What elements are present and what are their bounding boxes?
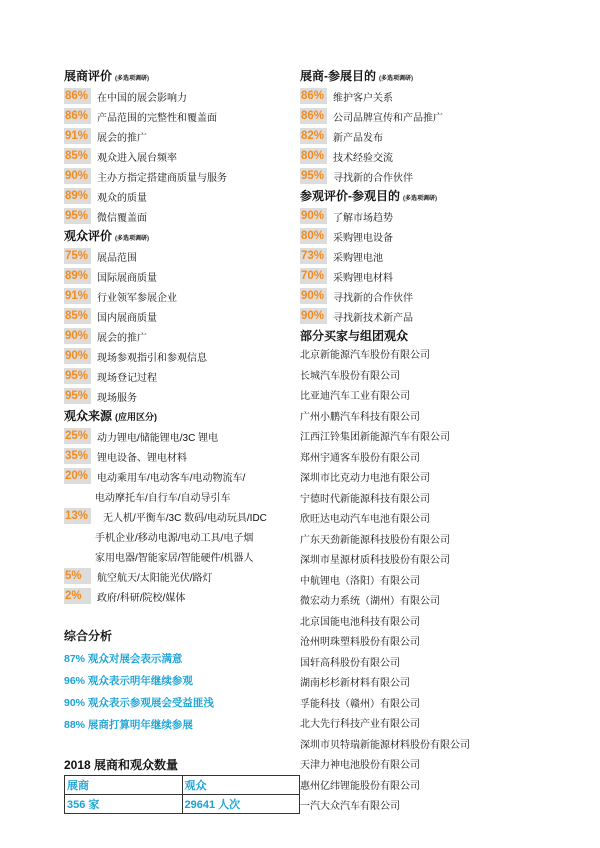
percent-badge: 90% bbox=[64, 328, 91, 344]
exhibitor-purpose-label: 维护客户关系 bbox=[333, 92, 393, 104]
percent-badge: 25% bbox=[64, 428, 91, 444]
visitor-purpose-row bbox=[300, 246, 590, 266]
percent-badge: 91% bbox=[64, 128, 91, 144]
exhibitor-eval-row bbox=[64, 206, 294, 226]
visitor-purpose-list bbox=[300, 206, 590, 326]
exhibitor-purpose-label: 技术经验交流 bbox=[333, 152, 393, 164]
percent-badge: 80% bbox=[300, 228, 327, 244]
analysis-list bbox=[64, 648, 304, 736]
buyer-company: 孚能科技（赣州）有限公司 bbox=[300, 698, 420, 710]
percent-badge bbox=[64, 488, 85, 504]
stats-section bbox=[64, 755, 300, 814]
exhibitor-eval-row bbox=[64, 126, 294, 146]
buyer-company: 长城汽车股份有限公司 bbox=[300, 370, 400, 382]
buyer-company: 惠州亿纬锂能股份有限公司 bbox=[300, 780, 420, 792]
visitor-source-label: 电动摩托车/自行车/自动导引车 bbox=[95, 492, 231, 504]
visitor-source-label: 政府/科研/院校/媒体 bbox=[97, 592, 186, 604]
visitor-source-row bbox=[64, 426, 294, 446]
visitor-source-label: 手机企业/移动电源/电动工具/电子烟 bbox=[95, 532, 254, 544]
analysis-item: 96% 观众表示明年继续参观 bbox=[64, 675, 193, 687]
exhibitor-eval-label: 主办方指定搭建商质量与服务 bbox=[97, 172, 227, 184]
visitor-purpose-row bbox=[300, 286, 590, 306]
stats-header-exhibitors: 展商 bbox=[65, 776, 183, 795]
visitor-purpose-label: 采购锂电材料 bbox=[333, 272, 393, 284]
percent-badge: 73% bbox=[300, 248, 327, 264]
exhibitor-eval-list bbox=[64, 86, 294, 226]
exhibitor-purpose-row bbox=[300, 86, 590, 106]
visitor-source-row bbox=[64, 546, 294, 566]
exhibitor-eval-label: 在中国的展会影响力 bbox=[97, 92, 187, 104]
exhibitor-purpose-heading: 展商-参展目的 (多选项调研) bbox=[300, 69, 413, 83]
visitor-purpose-heading: 参观评价-参观目的 (多选项调研) bbox=[300, 189, 437, 203]
analysis-heading: 综合分析 bbox=[64, 629, 113, 643]
analysis-item: 87% 观众对展会表示满意 bbox=[64, 653, 183, 665]
stats-heading: 2018 展商和观众数量 bbox=[64, 758, 179, 772]
exhibitor-eval-row bbox=[64, 166, 294, 186]
exhibitor-purpose-row bbox=[300, 106, 590, 126]
exhibitor-eval-row bbox=[64, 106, 294, 126]
exhibitor-purpose-row bbox=[300, 146, 590, 166]
percent-badge: 86% bbox=[64, 108, 91, 124]
percent-badge: 95% bbox=[64, 208, 91, 224]
percent-badge: 20% bbox=[64, 468, 91, 484]
stats-table bbox=[64, 775, 300, 814]
visitor-eval-list bbox=[64, 246, 294, 406]
exhibitor-purpose-row bbox=[300, 166, 590, 186]
percent-badge: 86% bbox=[300, 88, 327, 104]
buyer-company: 北京新能源汽车股份有限公司 bbox=[300, 350, 430, 361]
percent-badge: 90% bbox=[300, 308, 327, 324]
visitor-eval-label: 行业领军参展企业 bbox=[97, 292, 177, 304]
buyer-company: 微宏动力系统（湖州）有限公司 bbox=[300, 596, 440, 607]
visitor-source-row bbox=[64, 486, 294, 506]
percent-badge: 89% bbox=[64, 268, 91, 284]
visitor-source-label: 无人机/平衡车/3C 数码/电动玩具/IDC bbox=[103, 512, 267, 524]
exhibitor-purpose-list bbox=[300, 86, 590, 186]
buyer-company: 国轩高科股份有限公司 bbox=[300, 657, 400, 669]
percent-badge: 75% bbox=[64, 248, 91, 264]
percent-badge: 90% bbox=[64, 348, 91, 364]
buyer-company: 北大先行科技产业有限公司 bbox=[300, 719, 420, 730]
visitor-eval-label: 现场服务 bbox=[97, 392, 137, 404]
visitor-eval-label: 展会的推广 bbox=[97, 332, 147, 344]
visitor-eval-label: 国内展商质量 bbox=[97, 312, 157, 324]
analysis-item: 90% 观众表示参观展会受益匪浅 bbox=[64, 697, 214, 709]
buyer-company: 广东天劲新能源科技股份有限公司 bbox=[300, 534, 450, 546]
percent-badge: 13% bbox=[64, 508, 91, 524]
exhibitor-eval-row bbox=[64, 186, 294, 206]
buyer-company: 深圳市星源材质科技股份有限公司 bbox=[300, 555, 450, 566]
visitor-eval-row bbox=[64, 306, 294, 326]
buyer-company: 比亚迪汽车工业有限公司 bbox=[300, 391, 410, 402]
visitor-source-label: 锂电设备、锂电材料 bbox=[97, 452, 187, 464]
buyer-company: 欣旺达电动汽车电池有限公司 bbox=[300, 514, 430, 525]
percent-badge: 85% bbox=[64, 148, 91, 164]
visitor-eval-row bbox=[64, 386, 294, 406]
exhibitor-purpose-label: 新产品发布 bbox=[333, 132, 383, 144]
visitor-eval-row bbox=[64, 286, 294, 306]
buyer-company: 天津力神电池股份有限公司 bbox=[300, 760, 420, 771]
visitor-source-row bbox=[64, 586, 294, 606]
visitor-source-row bbox=[64, 506, 294, 526]
visitor-source-label: 航空航天/太阳能光伏/路灯 bbox=[97, 572, 213, 584]
exhibitor-eval-label: 观众进入展台频率 bbox=[97, 152, 177, 164]
buyer-company: 沧州明珠塑料股份有限公司 bbox=[300, 637, 420, 648]
buyer-company: 广州小鹏汽车科技有限公司 bbox=[300, 411, 420, 423]
visitor-eval-row bbox=[64, 326, 294, 346]
buyer-company: 深圳市贝特瑞新能源材料股份有限公司 bbox=[300, 739, 470, 751]
percent-badge: 91% bbox=[64, 288, 91, 304]
percent-badge: 86% bbox=[300, 108, 327, 124]
percent-badge: 89% bbox=[64, 188, 91, 204]
exhibitor-eval-label: 展会的推广 bbox=[97, 132, 147, 144]
visitor-purpose-row bbox=[300, 206, 590, 226]
visitor-purpose-label: 寻找新的合作伙伴 bbox=[333, 292, 413, 304]
visitor-eval-label: 国际展商质量 bbox=[97, 272, 157, 284]
visitor-purpose-label: 采购锂电池 bbox=[333, 252, 383, 264]
visitor-source-row bbox=[64, 526, 294, 546]
visitor-purpose-label: 寻找新技术新产品 bbox=[333, 312, 413, 324]
percent-badge: 2% bbox=[64, 588, 91, 604]
buyers-list bbox=[300, 346, 590, 818]
buyer-company: 江西江铃集团新能源汽车有限公司 bbox=[300, 432, 450, 443]
buyer-company: 中航锂电（洛阳）有限公司 bbox=[300, 575, 420, 587]
buyer-company: 北京国能电池科技有限公司 bbox=[300, 616, 420, 628]
visitor-source-label: 电动乘用车/电动客车/电动物流车/ bbox=[97, 472, 246, 484]
visitor-eval-label: 现场登记过程 bbox=[97, 372, 157, 384]
visitor-purpose-row bbox=[300, 226, 590, 246]
exhibitor-purpose-label: 寻找新的合作伙伴 bbox=[333, 172, 413, 184]
visitor-purpose-label: 了解市场趋势 bbox=[333, 212, 393, 224]
percent-badge: 5% bbox=[64, 568, 91, 584]
exhibitor-eval-row bbox=[64, 146, 294, 166]
buyer-company: 郑州宇通客车股份有限公司 bbox=[300, 452, 420, 464]
percent-badge bbox=[64, 548, 85, 564]
visitor-purpose-row bbox=[300, 266, 590, 286]
buyers-heading: 部分买家与组团观众 bbox=[300, 329, 409, 343]
exhibitor-eval-label: 微信覆盖面 bbox=[97, 212, 147, 224]
percent-badge: 95% bbox=[64, 368, 91, 384]
exhibitor-purpose-label: 公司品牌宣传和产品推广 bbox=[333, 112, 443, 124]
exhibitor-purpose-row bbox=[300, 126, 590, 146]
stats-header-row bbox=[65, 776, 300, 795]
percent-badge: 90% bbox=[300, 208, 327, 224]
stats-header-visitors: 观众 bbox=[182, 776, 300, 795]
visitor-eval-row bbox=[64, 246, 294, 266]
analysis-section bbox=[64, 626, 304, 736]
analysis-item: 88% 展商打算明年继续参展 bbox=[64, 719, 193, 731]
percent-badge: 95% bbox=[64, 388, 91, 404]
visitor-source-heading: 观众来源 (应用区分) bbox=[64, 409, 158, 423]
percent-badge bbox=[64, 528, 85, 544]
visitor-source-row bbox=[64, 566, 294, 586]
percent-badge: 35% bbox=[64, 448, 91, 464]
percent-badge: 80% bbox=[300, 148, 327, 164]
percent-badge: 95% bbox=[300, 168, 327, 184]
percent-badge: 85% bbox=[64, 308, 91, 324]
exhibitor-eval-heading: 展商评价 (多选项调研) bbox=[64, 69, 150, 83]
visitor-eval-row bbox=[64, 266, 294, 286]
visitor-purpose-label: 采购锂电设备 bbox=[333, 232, 393, 244]
visitor-eval-label: 现场参观指引和参观信息 bbox=[97, 352, 207, 364]
visitor-source-label: 动力锂电/储能锂电/3C 锂电 bbox=[97, 432, 219, 444]
exhibitor-eval-label: 观众的质量 bbox=[97, 192, 147, 204]
left-column bbox=[64, 66, 294, 606]
percent-badge: 70% bbox=[300, 268, 327, 284]
visitor-eval-row bbox=[64, 366, 294, 386]
visitor-eval-row bbox=[64, 346, 294, 366]
exhibitor-eval-label: 产品范围的完整性和覆盖面 bbox=[97, 112, 217, 124]
visitor-source-label: 家用电器/智能家居/智能硬件/机器人 bbox=[95, 552, 254, 564]
stats-value-exhibitors: 356 家 bbox=[65, 795, 183, 814]
right-column bbox=[300, 66, 590, 818]
stats-value-visitors: 29641 人次 bbox=[182, 795, 300, 814]
buyer-company: 宁德时代新能源科技有限公司 bbox=[300, 493, 430, 505]
buyer-company: 深圳市比克动力电池有限公司 bbox=[300, 473, 430, 484]
exhibitor-eval-row bbox=[64, 86, 294, 106]
buyer-company: 一汽大众汽车有限公司 bbox=[300, 801, 400, 812]
visitor-source-row bbox=[64, 466, 294, 486]
percent-badge: 90% bbox=[300, 288, 327, 304]
visitor-eval-heading: 观众评价 (多选项调研) bbox=[64, 229, 150, 243]
visitor-eval-label: 展品范围 bbox=[97, 252, 137, 264]
visitor-purpose-row bbox=[300, 306, 590, 326]
visitor-source-list bbox=[64, 426, 294, 606]
buyer-company: 湖南杉杉新材料有限公司 bbox=[300, 678, 410, 689]
percent-badge: 86% bbox=[64, 88, 91, 104]
stats-value-row bbox=[65, 795, 300, 814]
visitor-source-row bbox=[64, 446, 294, 466]
percent-badge: 82% bbox=[300, 128, 327, 144]
percent-badge: 90% bbox=[64, 168, 91, 184]
